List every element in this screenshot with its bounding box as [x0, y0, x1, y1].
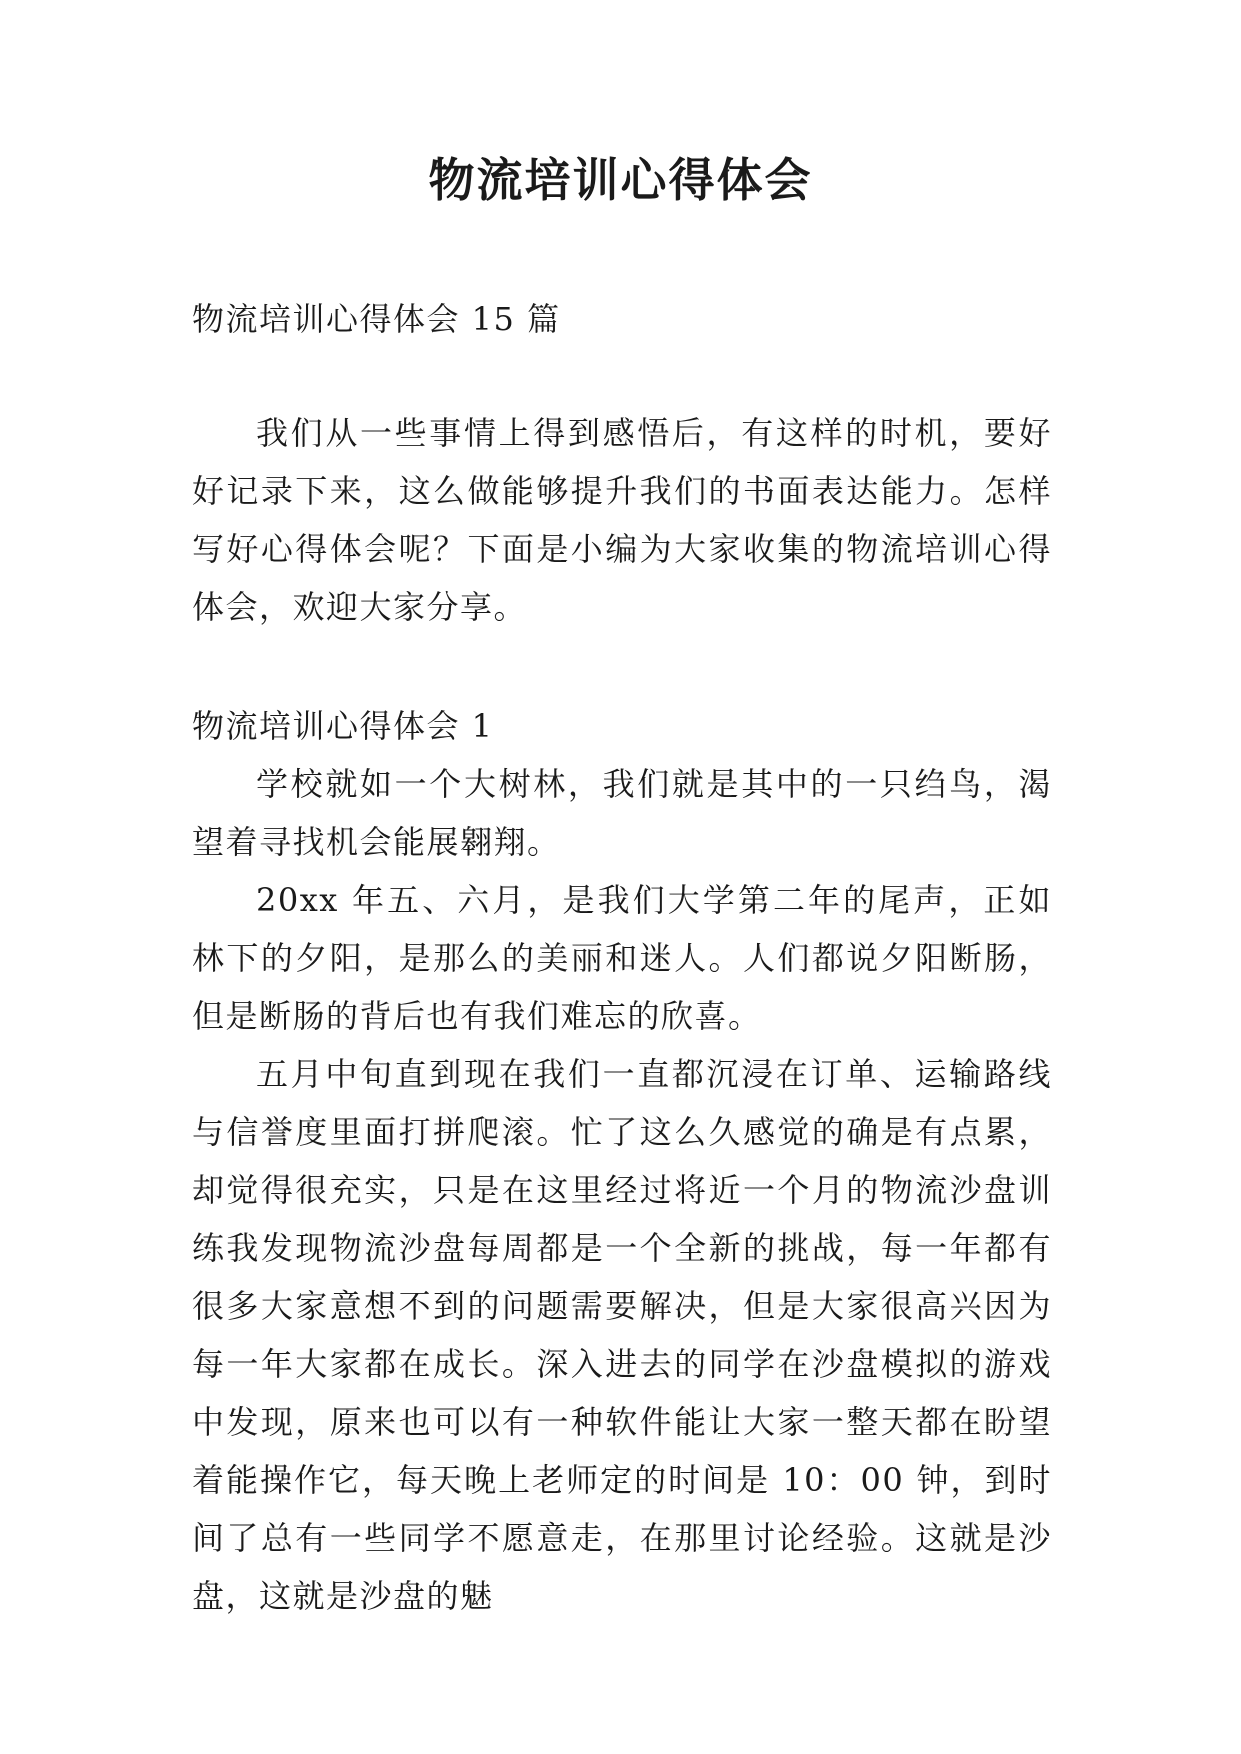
body-paragraph: 学校就如一个大树林，我们就是其中的一只绉鸟，渴望着寻找机会能展翱翔。 [192, 765, 1052, 861]
document-subtitle: 物流培训心得体会 15 篇 [192, 300, 561, 338]
section-heading: 物流培训心得体会 1 [192, 707, 494, 745]
body-paragraph: 五月中旬直到现在我们一直都沉浸在订单、运输路线与信誉度里面打拼爬滚。忙了这么久感觉的确是有点累，却觉得很充实，只是在这里经过将近一个月的物流沙盘训练我发现物流沙盘每周都是一个全新的挑战，每一年都有很多大家意想不到的问题需要解决，但是大家很高兴因为每一年大家都在成长。深入进去的同学在沙盘模拟的游戏中发现，原来也可以有一种软件能让大家一整天都在盼望着能操作它，每天晚上老师定的时间是 10：00 钟，到时间了总有一些同学不愿意走，在那里讨论经验。这就是沙盘，这就是沙盘的魅 [192, 1055, 1052, 1615]
section-body [192, 755, 1052, 1625]
document-title: 物流培训心得体会 [428, 153, 813, 207]
body-paragraph: 20xx 年五、六月，是我们大学第二年的尾声，正如林下的夕阳，是那么的美丽和迷人。人们都说夕阳断肠，但是断肠的背后也有我们难忘的欣喜。 [192, 881, 1052, 1035]
intro-paragraph: 我们从一些事情上得到感悟后，有这样的时机，要好好记录下来，这么做能够提升我们的书面表达能力。怎样写好心得体会呢？下面是小编为大家收集的物流培训心得体会，欢迎大家分享。 [192, 414, 1052, 626]
